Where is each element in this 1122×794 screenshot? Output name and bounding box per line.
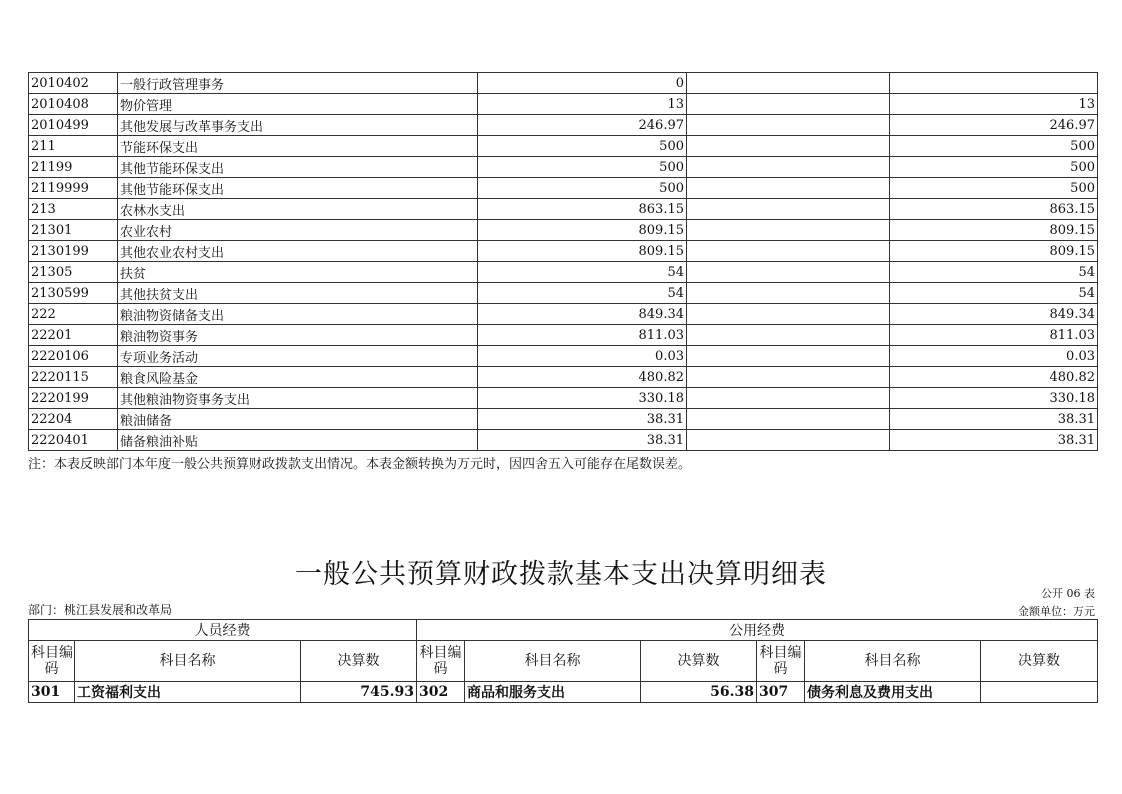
cell-name: 粮油物资事务 [118, 325, 478, 346]
cell-code: 302 [417, 682, 465, 703]
cell-name: 粮油物资储备支出 [118, 304, 478, 325]
table-row [29, 136, 1098, 157]
cell-amount: 38.31 [890, 430, 1098, 451]
cell-amount: 809.15 [478, 241, 687, 262]
form-number: 公开 06 表 [1041, 587, 1095, 600]
cell-amount [687, 262, 890, 283]
cell-code: 22204 [29, 409, 118, 430]
cell-amount: 246.97 [478, 115, 687, 136]
cell-amount [687, 304, 890, 325]
cell-name: 其他农业农村支出 [118, 241, 478, 262]
column-header-row [29, 641, 1098, 682]
header-name: 科目名称 [465, 641, 641, 682]
unit-label: 金额单位：万元 [1018, 605, 1095, 618]
cell-code: 2130599 [29, 283, 118, 304]
cell-amount: 246.97 [890, 115, 1098, 136]
cell-amount: 38.31 [478, 430, 687, 451]
cell-amount: 0 [478, 73, 687, 94]
cell-amount: 809.15 [478, 220, 687, 241]
cell-amount: 809.15 [890, 241, 1098, 262]
table-row [29, 178, 1098, 199]
cell-name: 农林水支出 [118, 199, 478, 220]
page-title: 一般公共预算财政拨款基本支出决算明细表 [295, 559, 827, 590]
cell-amount: 480.82 [478, 367, 687, 388]
cell-name: 粮食风险基金 [118, 367, 478, 388]
cell-amount: 54 [478, 262, 687, 283]
header-code: 科目编 码 [29, 641, 75, 682]
cell-amount: 500 [890, 178, 1098, 199]
table-row [29, 388, 1098, 409]
cell-name: 债务利息及费用支出 [805, 682, 981, 703]
table-row [29, 94, 1098, 115]
cell-amount [687, 388, 890, 409]
cell-code: 2119999 [29, 178, 118, 199]
cell-name: 一般行政管理事务 [118, 73, 478, 94]
cell-amount [687, 220, 890, 241]
cell-code: 211 [29, 136, 118, 157]
cell-amount [687, 94, 890, 115]
table-row [29, 409, 1098, 430]
table-row [29, 241, 1098, 262]
cell-amount [687, 409, 890, 430]
table-row [29, 304, 1098, 325]
cell-name: 储备粮油补贴 [118, 430, 478, 451]
cell-amount: 13 [890, 94, 1098, 115]
cell-amount [687, 325, 890, 346]
budget-detail-table [28, 72, 1098, 451]
cell-name: 节能环保支出 [118, 136, 478, 157]
cell-amount [687, 157, 890, 178]
cell-code: 301 [29, 682, 75, 703]
cell-amount: 330.18 [890, 388, 1098, 409]
cell-name: 工资福利支出 [75, 682, 301, 703]
header-code: 科目编 码 [417, 641, 465, 682]
cell-code: 213 [29, 199, 118, 220]
department-label: 部门：桃江县发展和改革局 [28, 603, 173, 617]
cell-code: 21199 [29, 157, 118, 178]
table-row [29, 682, 1098, 703]
table-row [29, 430, 1098, 451]
cell-name: 其他粮油物资事务支出 [118, 388, 478, 409]
cell-amount: 500 [890, 157, 1098, 178]
cell-amount: 745.93 [301, 682, 417, 703]
table-row [29, 220, 1098, 241]
budget-detail-table-body [29, 73, 1098, 451]
cell-code: 2010408 [29, 94, 118, 115]
table-row [29, 73, 1098, 94]
cell-amount: 500 [890, 136, 1098, 157]
cell-amount: 849.34 [890, 304, 1098, 325]
cell-name: 物价管理 [118, 94, 478, 115]
cell-code: 2010499 [29, 115, 118, 136]
header-name: 科目名称 [75, 641, 301, 682]
group-header-row [29, 620, 1098, 641]
cell-amount: 500 [478, 178, 687, 199]
table-row [29, 262, 1098, 283]
table-row [29, 346, 1098, 367]
cell-code: 222 [29, 304, 118, 325]
group-personnel-header: 人员经费 [29, 620, 417, 641]
table-row [29, 367, 1098, 388]
cell-amount: 863.15 [478, 199, 687, 220]
cell-amount [687, 115, 890, 136]
cell-amount [687, 199, 890, 220]
header-amount: 决算数 [301, 641, 417, 682]
table-row [29, 157, 1098, 178]
cell-amount [687, 346, 890, 367]
cell-amount: 863.15 [890, 199, 1098, 220]
cell-amount: 500 [478, 157, 687, 178]
table-row [29, 115, 1098, 136]
cell-amount: 809.15 [890, 220, 1098, 241]
cell-amount: 56.38 [641, 682, 757, 703]
cell-name: 其他节能环保支出 [118, 157, 478, 178]
cell-amount: 0.03 [890, 346, 1098, 367]
cell-amount: 54 [890, 283, 1098, 304]
header-name: 科目名称 [805, 641, 981, 682]
cell-name: 其他发展与改革事务支出 [118, 115, 478, 136]
cell-code: 21301 [29, 220, 118, 241]
cell-amount [687, 283, 890, 304]
cell-amount [687, 430, 890, 451]
group-public-header: 公用经费 [417, 620, 1098, 641]
cell-amount [687, 178, 890, 199]
cell-code: 21305 [29, 262, 118, 283]
cell-amount: 500 [478, 136, 687, 157]
cell-name: 粮油储备 [118, 409, 478, 430]
cell-amount [890, 73, 1098, 94]
cell-amount [687, 241, 890, 262]
cell-amount: 811.03 [890, 325, 1098, 346]
cell-amount: 13 [478, 94, 687, 115]
cell-code: 2010402 [29, 73, 118, 94]
cell-amount: 38.31 [478, 409, 687, 430]
cell-amount: 330.18 [478, 388, 687, 409]
cell-amount: 54 [478, 283, 687, 304]
cell-code: 2220115 [29, 367, 118, 388]
cell-amount [687, 73, 890, 94]
cell-name: 专项业务活动 [118, 346, 478, 367]
table-row [29, 283, 1098, 304]
basic-expenditure-table [28, 619, 1098, 703]
cell-code: 22201 [29, 325, 118, 346]
cell-amount: 54 [890, 262, 1098, 283]
cell-code: 2220199 [29, 388, 118, 409]
cell-name: 扶贫 [118, 262, 478, 283]
cell-amount: 38.31 [890, 409, 1098, 430]
cell-name: 商品和服务支出 [465, 682, 641, 703]
table-note: 注：本表反映部门本年度一般公共预算财政拨款支出情况。本表金额转换为万元时，因四舍五入可能存在尾数误差。 [28, 457, 692, 472]
cell-name: 其他扶贫支出 [118, 283, 478, 304]
header-code: 科目编 码 [757, 641, 805, 682]
cell-code: 2220106 [29, 346, 118, 367]
cell-name: 农业农村 [118, 220, 478, 241]
cell-amount: 480.82 [890, 367, 1098, 388]
table-row [29, 325, 1098, 346]
cell-amount: 849.34 [478, 304, 687, 325]
cell-amount: 811.03 [478, 325, 687, 346]
table-row [29, 199, 1098, 220]
cell-code: 307 [757, 682, 805, 703]
cell-name: 其他节能环保支出 [118, 178, 478, 199]
cell-code: 2130199 [29, 241, 118, 262]
cell-amount [687, 136, 890, 157]
cell-amount [687, 367, 890, 388]
cell-code: 2220401 [29, 430, 118, 451]
cell-amount [981, 682, 1098, 703]
header-amount: 决算数 [641, 641, 757, 682]
header-amount: 决算数 [981, 641, 1098, 682]
cell-amount: 0.03 [478, 346, 687, 367]
